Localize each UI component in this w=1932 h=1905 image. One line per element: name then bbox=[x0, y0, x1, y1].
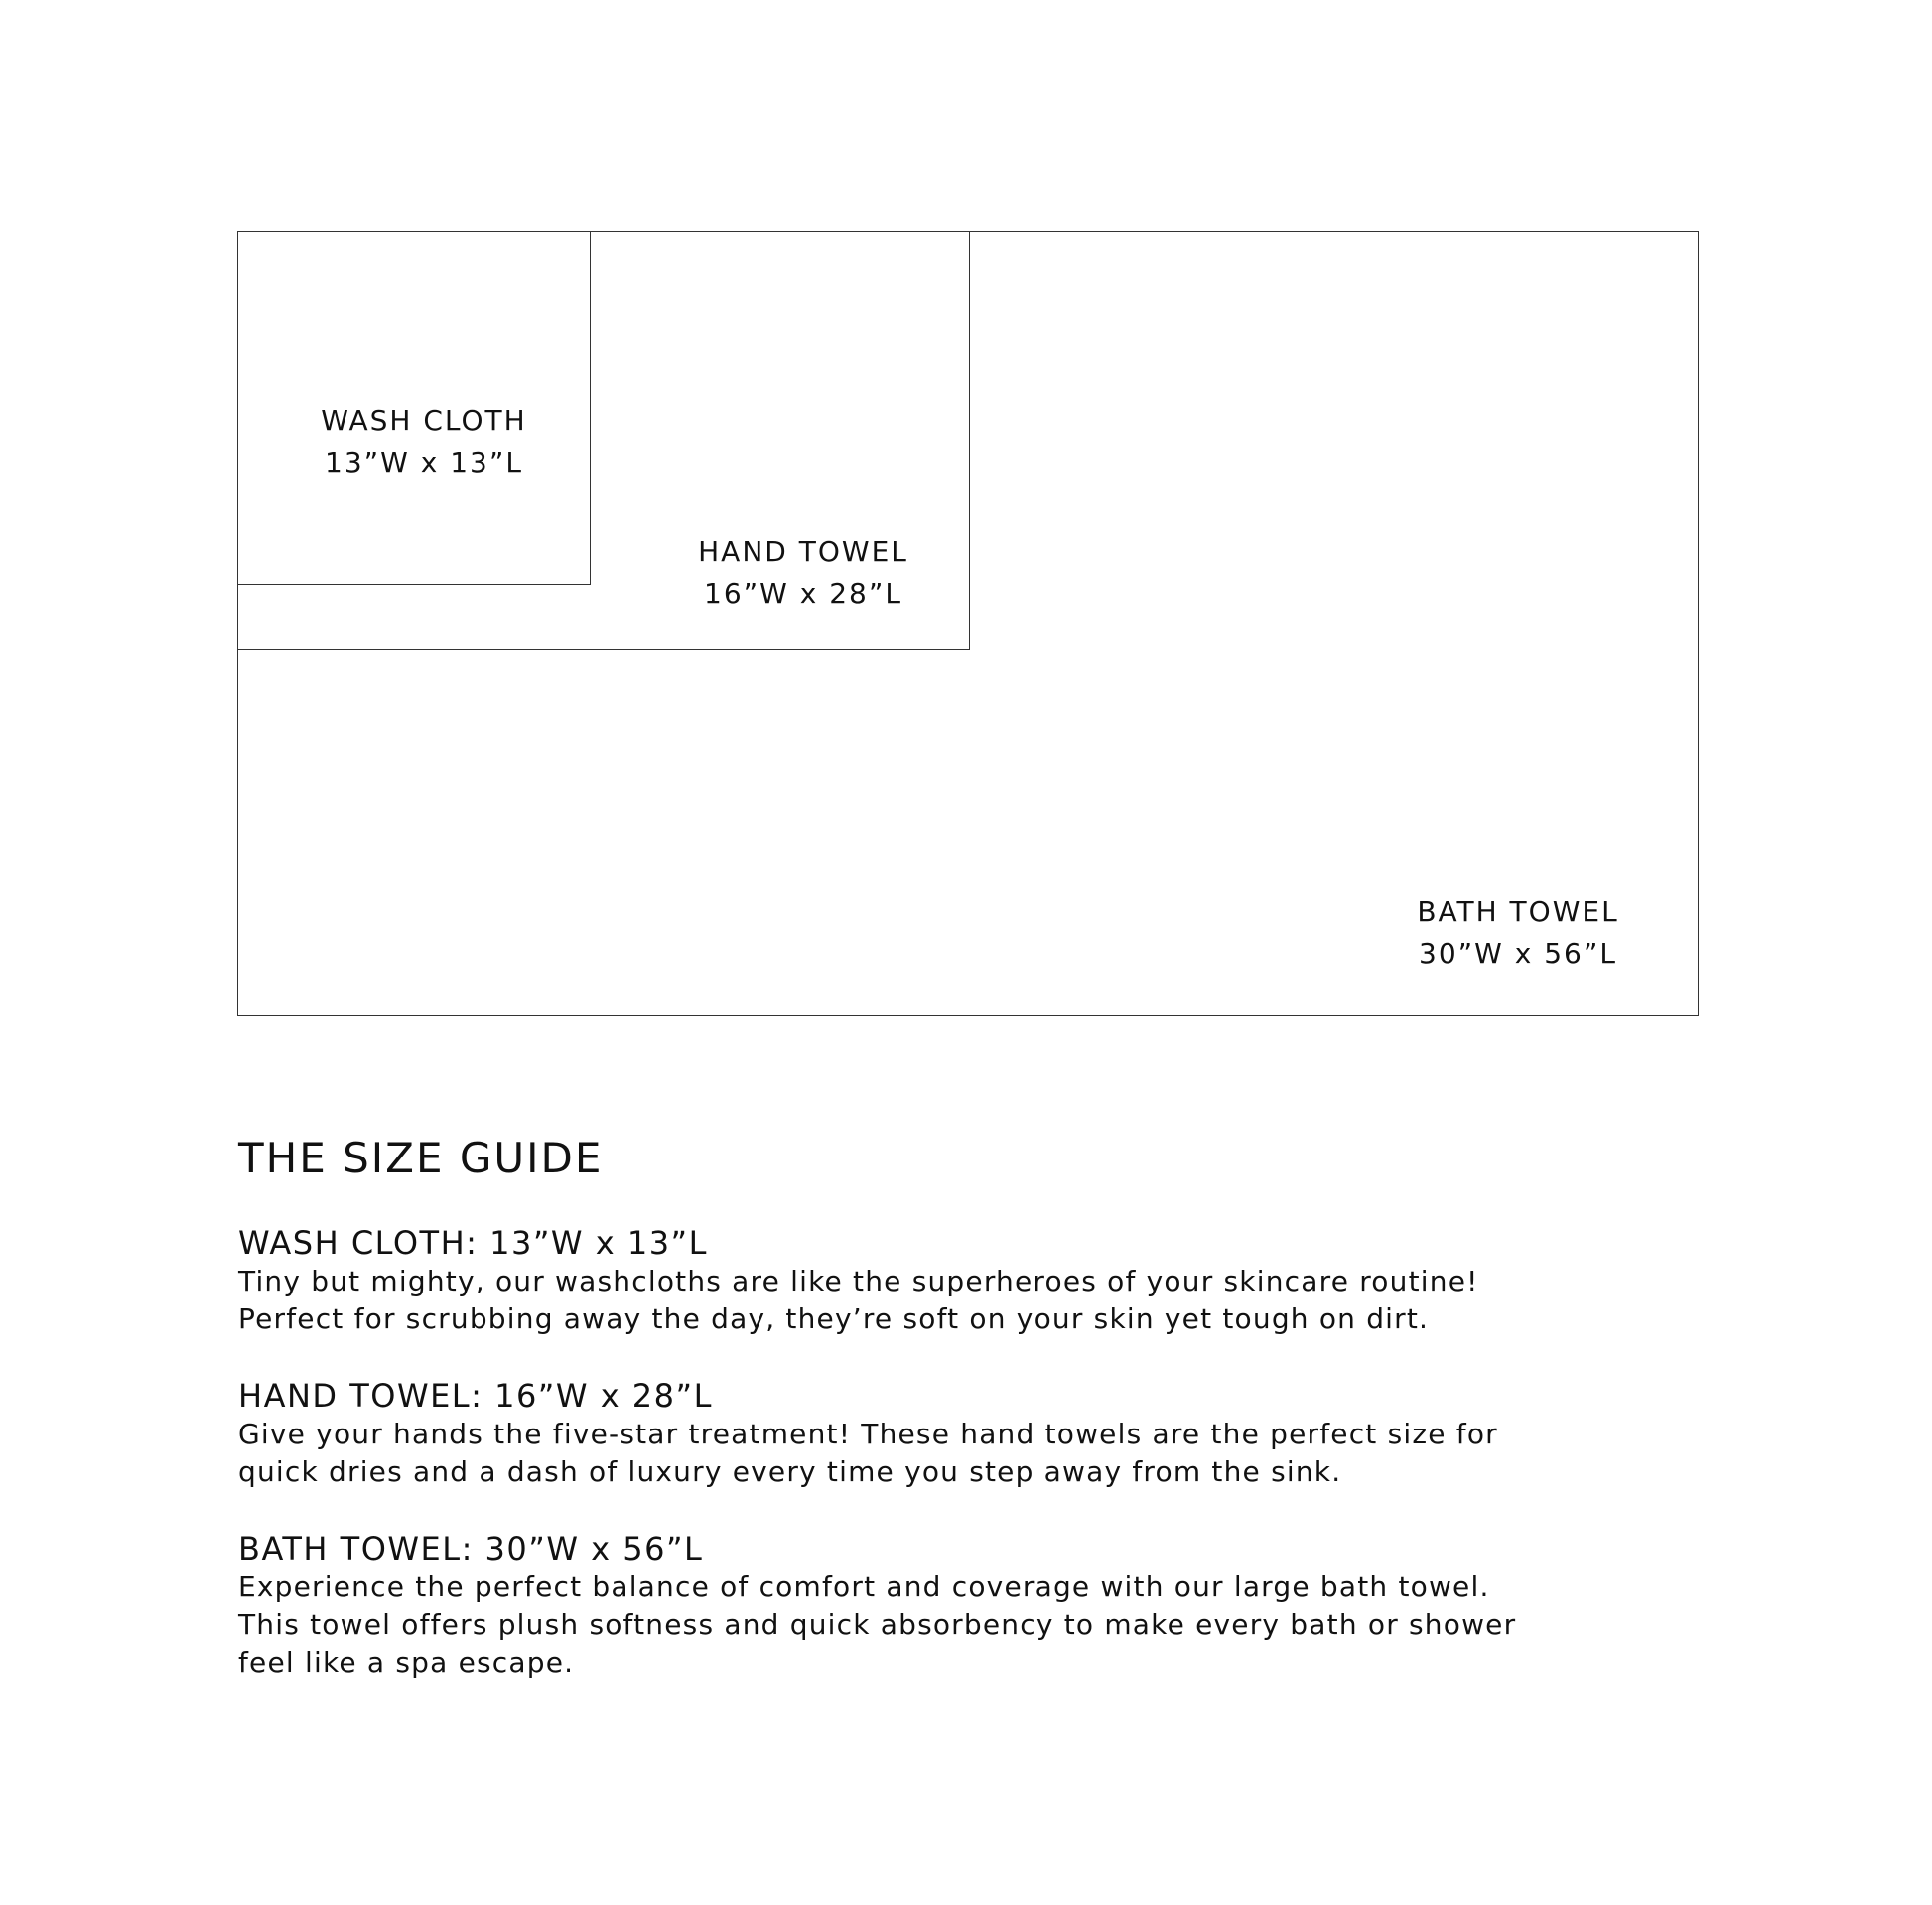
size-diagram bbox=[237, 231, 1699, 1016]
section-body bbox=[238, 1263, 1727, 1338]
section-heading: WASH CLOTH: 13”W x 13”L bbox=[238, 1224, 708, 1262]
wash-cloth-dims: 13”W x 13”L bbox=[325, 446, 523, 478]
body-line: This towel offers plush softness and quick absorbency to make every bath or shower bbox=[238, 1608, 1517, 1641]
hand-towel-dims: 16”W x 28”L bbox=[704, 577, 902, 610]
body-line: quick dries and a dash of luxury every time you step away from the sink. bbox=[238, 1455, 1342, 1488]
hand-towel-name: HAND TOWEL bbox=[698, 535, 908, 568]
bath-towel-name: BATH TOWEL bbox=[1417, 895, 1619, 928]
bath-towel-dims: 30”W x 56”L bbox=[1419, 937, 1617, 970]
section-heading: BATH TOWEL: 30”W x 56”L bbox=[238, 1530, 704, 1567]
body-line: feel like a spa escape. bbox=[238, 1646, 575, 1679]
body-line: Give your hands the five-star treatment! These hand towels are the perfect size for bbox=[238, 1418, 1498, 1450]
wash-cloth-section bbox=[238, 1223, 1727, 1338]
wash-cloth-name: WASH CLOTH bbox=[321, 404, 527, 437]
guide-title: THE SIZE GUIDE bbox=[238, 1134, 604, 1182]
section-body bbox=[238, 1416, 1727, 1491]
body-line: Tiny but mighty, our washcloths are like the superheroes of your skincare routine! bbox=[238, 1265, 1479, 1297]
hand-towel-section bbox=[238, 1376, 1727, 1491]
size-guide bbox=[238, 1132, 1727, 1719]
bath-towel-section bbox=[238, 1529, 1727, 1682]
body-line: Experience the perfect balance of comfort and coverage with our large bath towel. bbox=[238, 1570, 1490, 1603]
body-line: Perfect for scrubbing away the day, they’re soft on your skin yet tough on dirt. bbox=[238, 1302, 1430, 1335]
section-body bbox=[238, 1568, 1727, 1682]
section-heading: HAND TOWEL: 16”W x 28”L bbox=[238, 1377, 713, 1415]
wash-cloth-label bbox=[277, 400, 571, 483]
hand-towel-label bbox=[654, 531, 952, 614]
bath-towel-label bbox=[1359, 891, 1677, 975]
